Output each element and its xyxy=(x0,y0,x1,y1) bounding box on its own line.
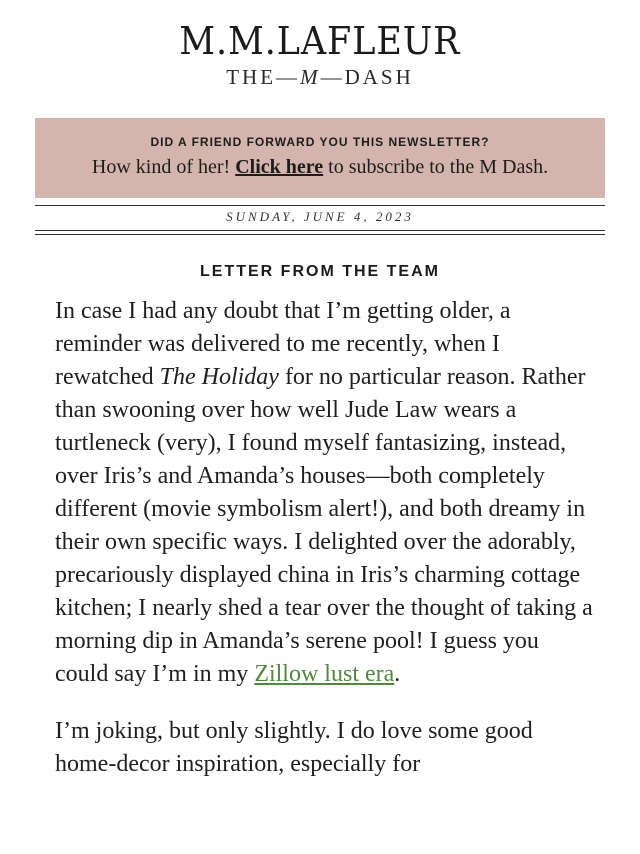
letter-paragraph-1 xyxy=(55,295,595,691)
zillow-lust-link[interactable]: Zillow lust era xyxy=(254,661,395,687)
subscribe-link[interactable]: Click here xyxy=(235,156,324,178)
banner-text-before: How kind of her! xyxy=(91,156,236,178)
brand-logo[interactable]: M.M.LAFLEUR xyxy=(179,19,461,63)
p1-end: . xyxy=(394,661,401,687)
issue-date: SUNDAY, JUNE 4, 2023 xyxy=(226,209,414,224)
subtitle-right: —DASH xyxy=(320,65,414,89)
banner-headline: DID A FRIEND FORWARD YOU THIS NEWSLETTER? xyxy=(150,135,490,149)
movie-title: The Holiday xyxy=(159,364,279,390)
section-title: LETTER FROM THE TEAM xyxy=(200,263,440,280)
divider-bottom-second xyxy=(35,234,605,235)
letter-paragraph-2: I’m joking, but only slightly. I do love some good home-decor inspiration, especially for xyxy=(55,718,533,777)
p1-text-a: In case I had any doubt that I’m getting older, a reminder was delivered to me recently, when I rewatched xyxy=(55,298,511,390)
letter-body xyxy=(55,295,595,805)
date-block xyxy=(35,205,605,235)
newsletter-header xyxy=(0,0,640,90)
subscribe-banner xyxy=(35,118,605,198)
subtitle-left: THE— xyxy=(226,65,301,89)
newsletter-subtitle xyxy=(0,64,640,90)
p1-text-b: for no particular reason. Rather than swooning over how well Jude Law wears a turtleneck (very), I found myself fantasizing, instead, over Iris’s and Amanda’s houses—both completely different (movie symbolism alert!), and both dreamy in their own specific ways. I delighted over the adorably, precariously displayed china in Iris’s charming cottage kitchen; I nearly shed a tear over the thought of taking a morning dip in Amanda’s serene pool! I guess you could say I’m in my xyxy=(55,364,593,687)
subtitle-m: M xyxy=(300,65,321,89)
banner-text-after: to subscribe to the M Dash. xyxy=(323,156,549,178)
divider-bottom xyxy=(35,230,605,231)
banner-text xyxy=(35,156,605,179)
